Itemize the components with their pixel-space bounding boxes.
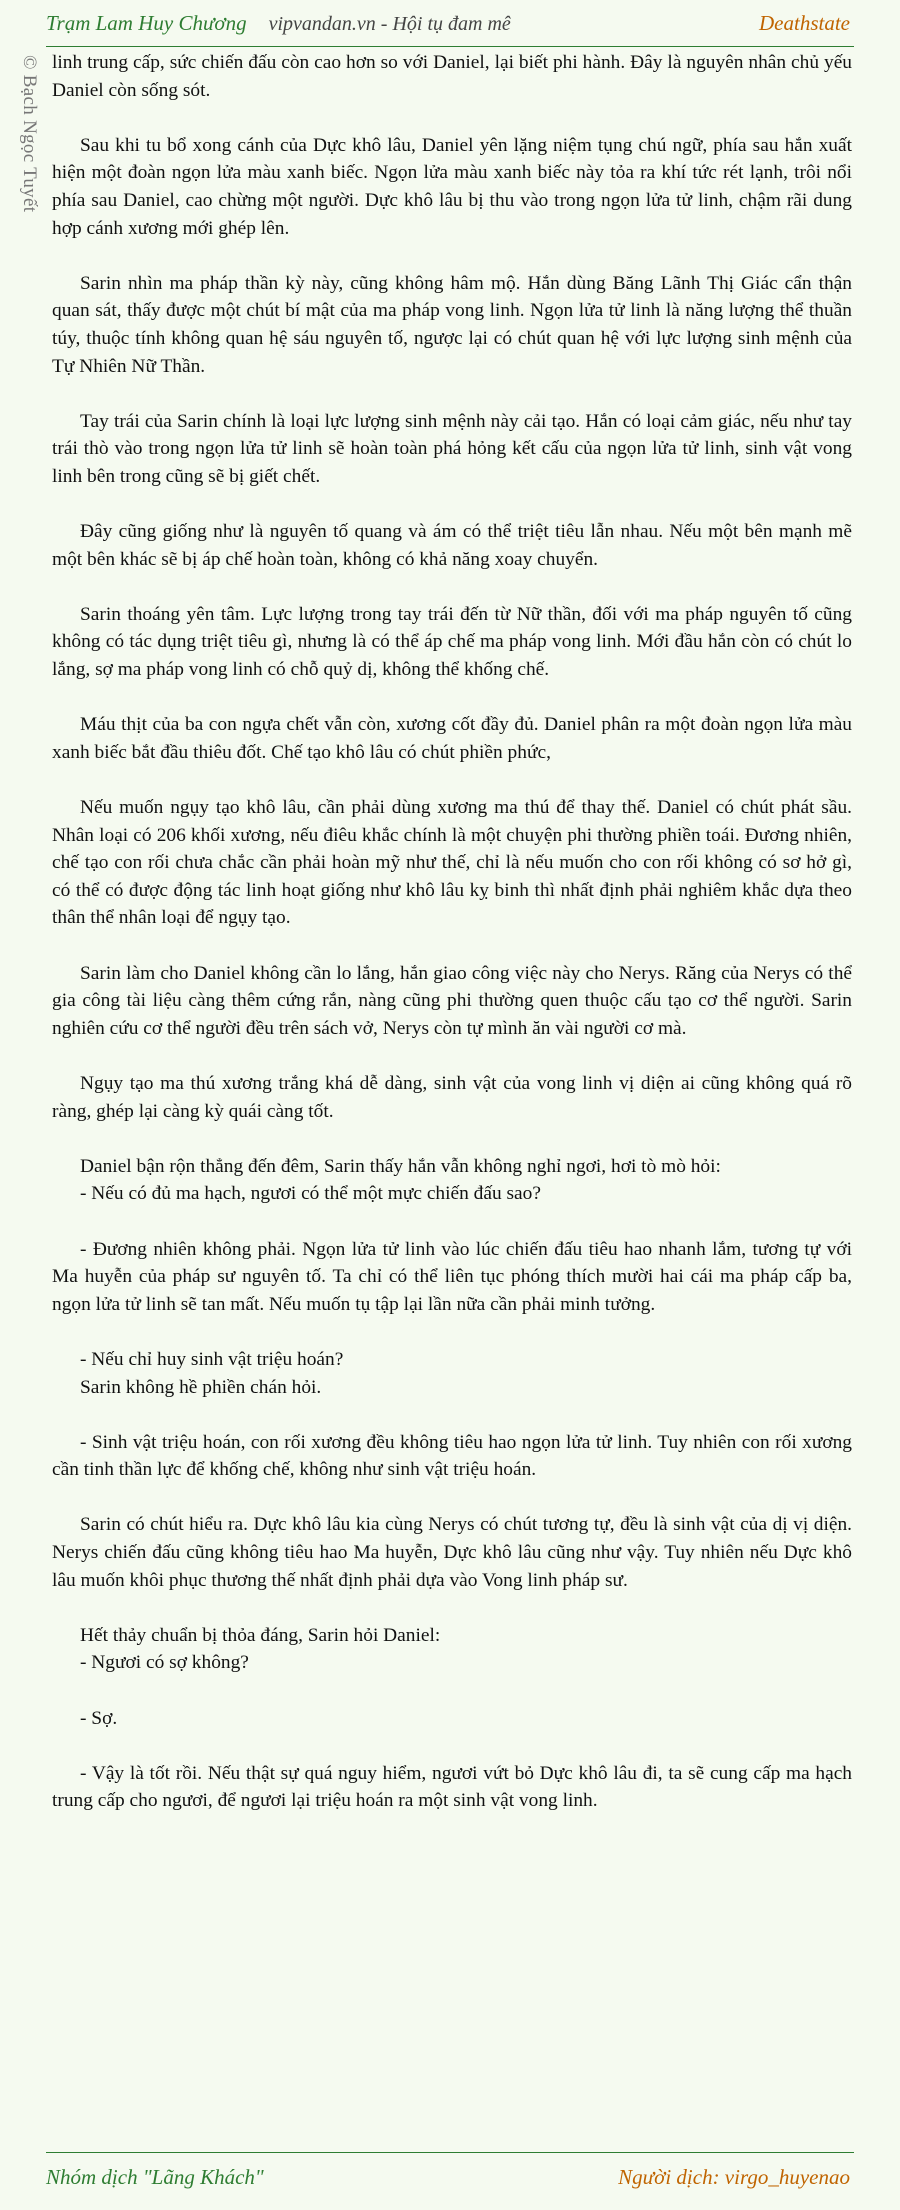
- author-name: Deathstate: [759, 11, 850, 35]
- dialogue-line: - Sợ.: [80, 1707, 118, 1729]
- dialogue-line: - Nếu chỉ huy sinh vật triệu hoán?: [80, 1348, 344, 1370]
- paragraph: Sarin làm cho Daniel không cần lo lắng, hắn giao công việc này cho Nerys. Răng của Nerys có thể gia công tài liệu càng thêm cứng rắn, nàng cũng phi thường quen thuộc cấu tạo cơ thể người. Sarin nghiên cứu cơ thể người đều trên sách vở, Nerys còn tự mình ăn vài người cơ mà.: [52, 962, 852, 1039]
- side-credit: [12, 55, 40, 315]
- dialogue-line: - Đương nhiên không phải. Ngọn lửa tử linh vào lúc chiến đấu tiêu hao nhanh lắm, tương tự với Ma huyễn của pháp sư nguyên tố. Ta chỉ có thể liên tục phóng thích mười hai cái ma pháp cấp ba, ngọn lửa tử linh sẽ tan mất. Nếu muốn tụ tập lại lần nữa cần phải minh tưởng.: [52, 1238, 852, 1315]
- paragraph: Ngụy tạo ma thú xương trắng khá dễ dàng, sinh vật của vong linh vị diện ai cũng không quá rõ ràng, ghép lại càng kỳ quái càng tốt.: [52, 1072, 852, 1122]
- chapter-text: [52, 49, 852, 1843]
- paragraph: Sarin có chút hiểu ra. Dực khô lâu kia cùng Nerys có chút tương tự, đều là sinh vật của dị vị diện. Nerys chiến đấu cũng không tiêu hao Ma huyễn, Dực khô lâu cũng như vậy. Tuy nhiên nếu Dực khô lâu muốn khôi phục thương thế nhất định phải dựa vào Vong linh pháp sư.: [52, 1514, 852, 1591]
- paragraph: Sarin nhìn ma pháp thần kỳ này, cũng không hâm mộ. Hắn dùng Băng Lãnh Thị Giác cẩn thận quan sát, thấy được một chút bí mật của ma pháp vong linh. Ngọn lửa tử linh là năng lượng thể thuần túy, thuộc tính không quan hệ sáu nguyên tố, ngược lại có chút quan hệ với lực lượng sinh mệnh của Tự Nhiên Nữ Thần.: [52, 272, 852, 377]
- paragraph: Sau khi tu bổ xong cánh của Dực khô lâu, Daniel yên lặng niệm tụng chú ngữ, phía sau hắn xuất hiện một đoàn ngọn lửa màu xanh biếc. Ngọn lửa màu xanh biếc này tỏa ra khí tức rét lạnh, trôi nổi phía sau Daniel, cao chừng một người. Dực khô lâu bị thu vào trong ngọn lửa tử linh, chậm rãi dung hợp cánh xương mới ghép lên.: [52, 134, 852, 239]
- paragraph: Hết thảy chuẩn bị thỏa đáng, Sarin hỏi Daniel:: [80, 1624, 441, 1646]
- paragraph: linh trung cấp, sức chiến đấu còn cao hơn so với Daniel, lại biết phi hành. Đây là nguyên nhân chủ yếu Daniel còn sống sót.: [52, 52, 852, 101]
- paragraph: Nếu muốn ngụy tạo khô lâu, cần phải dùng xương ma thú để thay thế. Daniel có chút phát sầu. Nhân loại có 206 khối xương, nếu điêu khắc chính là một chuyện phi thường phiền toái. Đương nhiên, chế tạo con rối chưa chắc cần phải hoàn mỹ như thế, chỉ là nếu muốn cho con rối không có sơ hở gì, có thể có được động tác linh hoạt giống như khô lâu kỵ binh thì nhất định phải nghiêm khắc dựa theo thân thể nhân loại để ngụy tạo.: [52, 797, 852, 929]
- paragraph: Sarin không hề phiền chán hỏi.: [80, 1376, 322, 1398]
- book-title: Trạm Lam Huy Chương: [46, 11, 247, 35]
- side-credit-text: © Bạch Ngọc Tuyết: [19, 55, 40, 213]
- site-name: vipvandan.vn - Hội tụ đam mê: [268, 13, 511, 35]
- dialogue-line: - Ngươi có sợ không?: [80, 1652, 249, 1674]
- dialogue-line: - Vậy là tốt rồi. Nếu thật sự quá nguy hiểm, ngươi vứt bỏ Dực khô lâu đi, ta sẽ cung cấp ma hạch trung cấp cho ngươi, để ngươi lại triệu hoán ra một sinh vật vong linh.: [52, 1762, 852, 1812]
- paragraph: Daniel bận rộn thẳng đến đêm, Sarin thấy hắn vẫn không nghỉ ngơi, hơi tò mò hỏi:: [80, 1155, 721, 1177]
- paragraph: Sarin thoáng yên tâm. Lực lượng trong tay trái đến từ Nữ thần, đối với ma pháp nguyên tố cũng không có tác dụng triệt tiêu gì, nhưng là có thể áp chế ma pháp vong linh. Mới đầu hắn còn có chút lo lắng, sợ ma pháp vong linh có chỗ quỷ dị, không thể khống chế.: [52, 603, 852, 681]
- paragraph: Tay trái của Sarin chính là loại lực lượng sinh mệnh này cải tạo. Hắn có loại cảm giác, nếu như tay trái thò vào trong ngọn lửa tử linh sẽ hoàn toàn phá hỏng kết cấu của ngọn lửa tử linh, sinh vật vong linh bên trong cũng sẽ bị giết chết.: [52, 410, 852, 487]
- page-header: [46, 0, 854, 47]
- paragraph: Đây cũng giống như là nguyên tố quang và ám có thể triệt tiêu lẫn nhau. Nếu một bên mạnh mẽ một bên khác sẽ bị áp chế hoàn toàn, không có khả năng xoay chuyển.: [52, 521, 852, 570]
- page-footer: [46, 2152, 854, 2201]
- paragraph: Máu thịt của ba con ngựa chết vẫn còn, xương cốt đầy đủ. Daniel phân ra một đoàn ngọn lửa màu xanh biếc bắt đầu thiêu đốt. Chế tạo khô lâu có chút phiền phức,: [52, 714, 852, 763]
- translation-group: Nhóm dịch "Lãng Khách": [46, 2165, 264, 2189]
- dialogue-line: - Sinh vật triệu hoán, con rối xương đều không tiêu hao ngọn lửa tử linh. Tuy nhiên con rối xương cần tinh thần lực để khống chế, không như sinh vật triệu hoán.: [52, 1431, 852, 1481]
- dialogue-line: - Nếu có đủ ma hạch, ngươi có thể một mực chiến đấu sao?: [80, 1183, 541, 1205]
- translator-credit: Người dịch: virgo_huyenao: [618, 2165, 850, 2189]
